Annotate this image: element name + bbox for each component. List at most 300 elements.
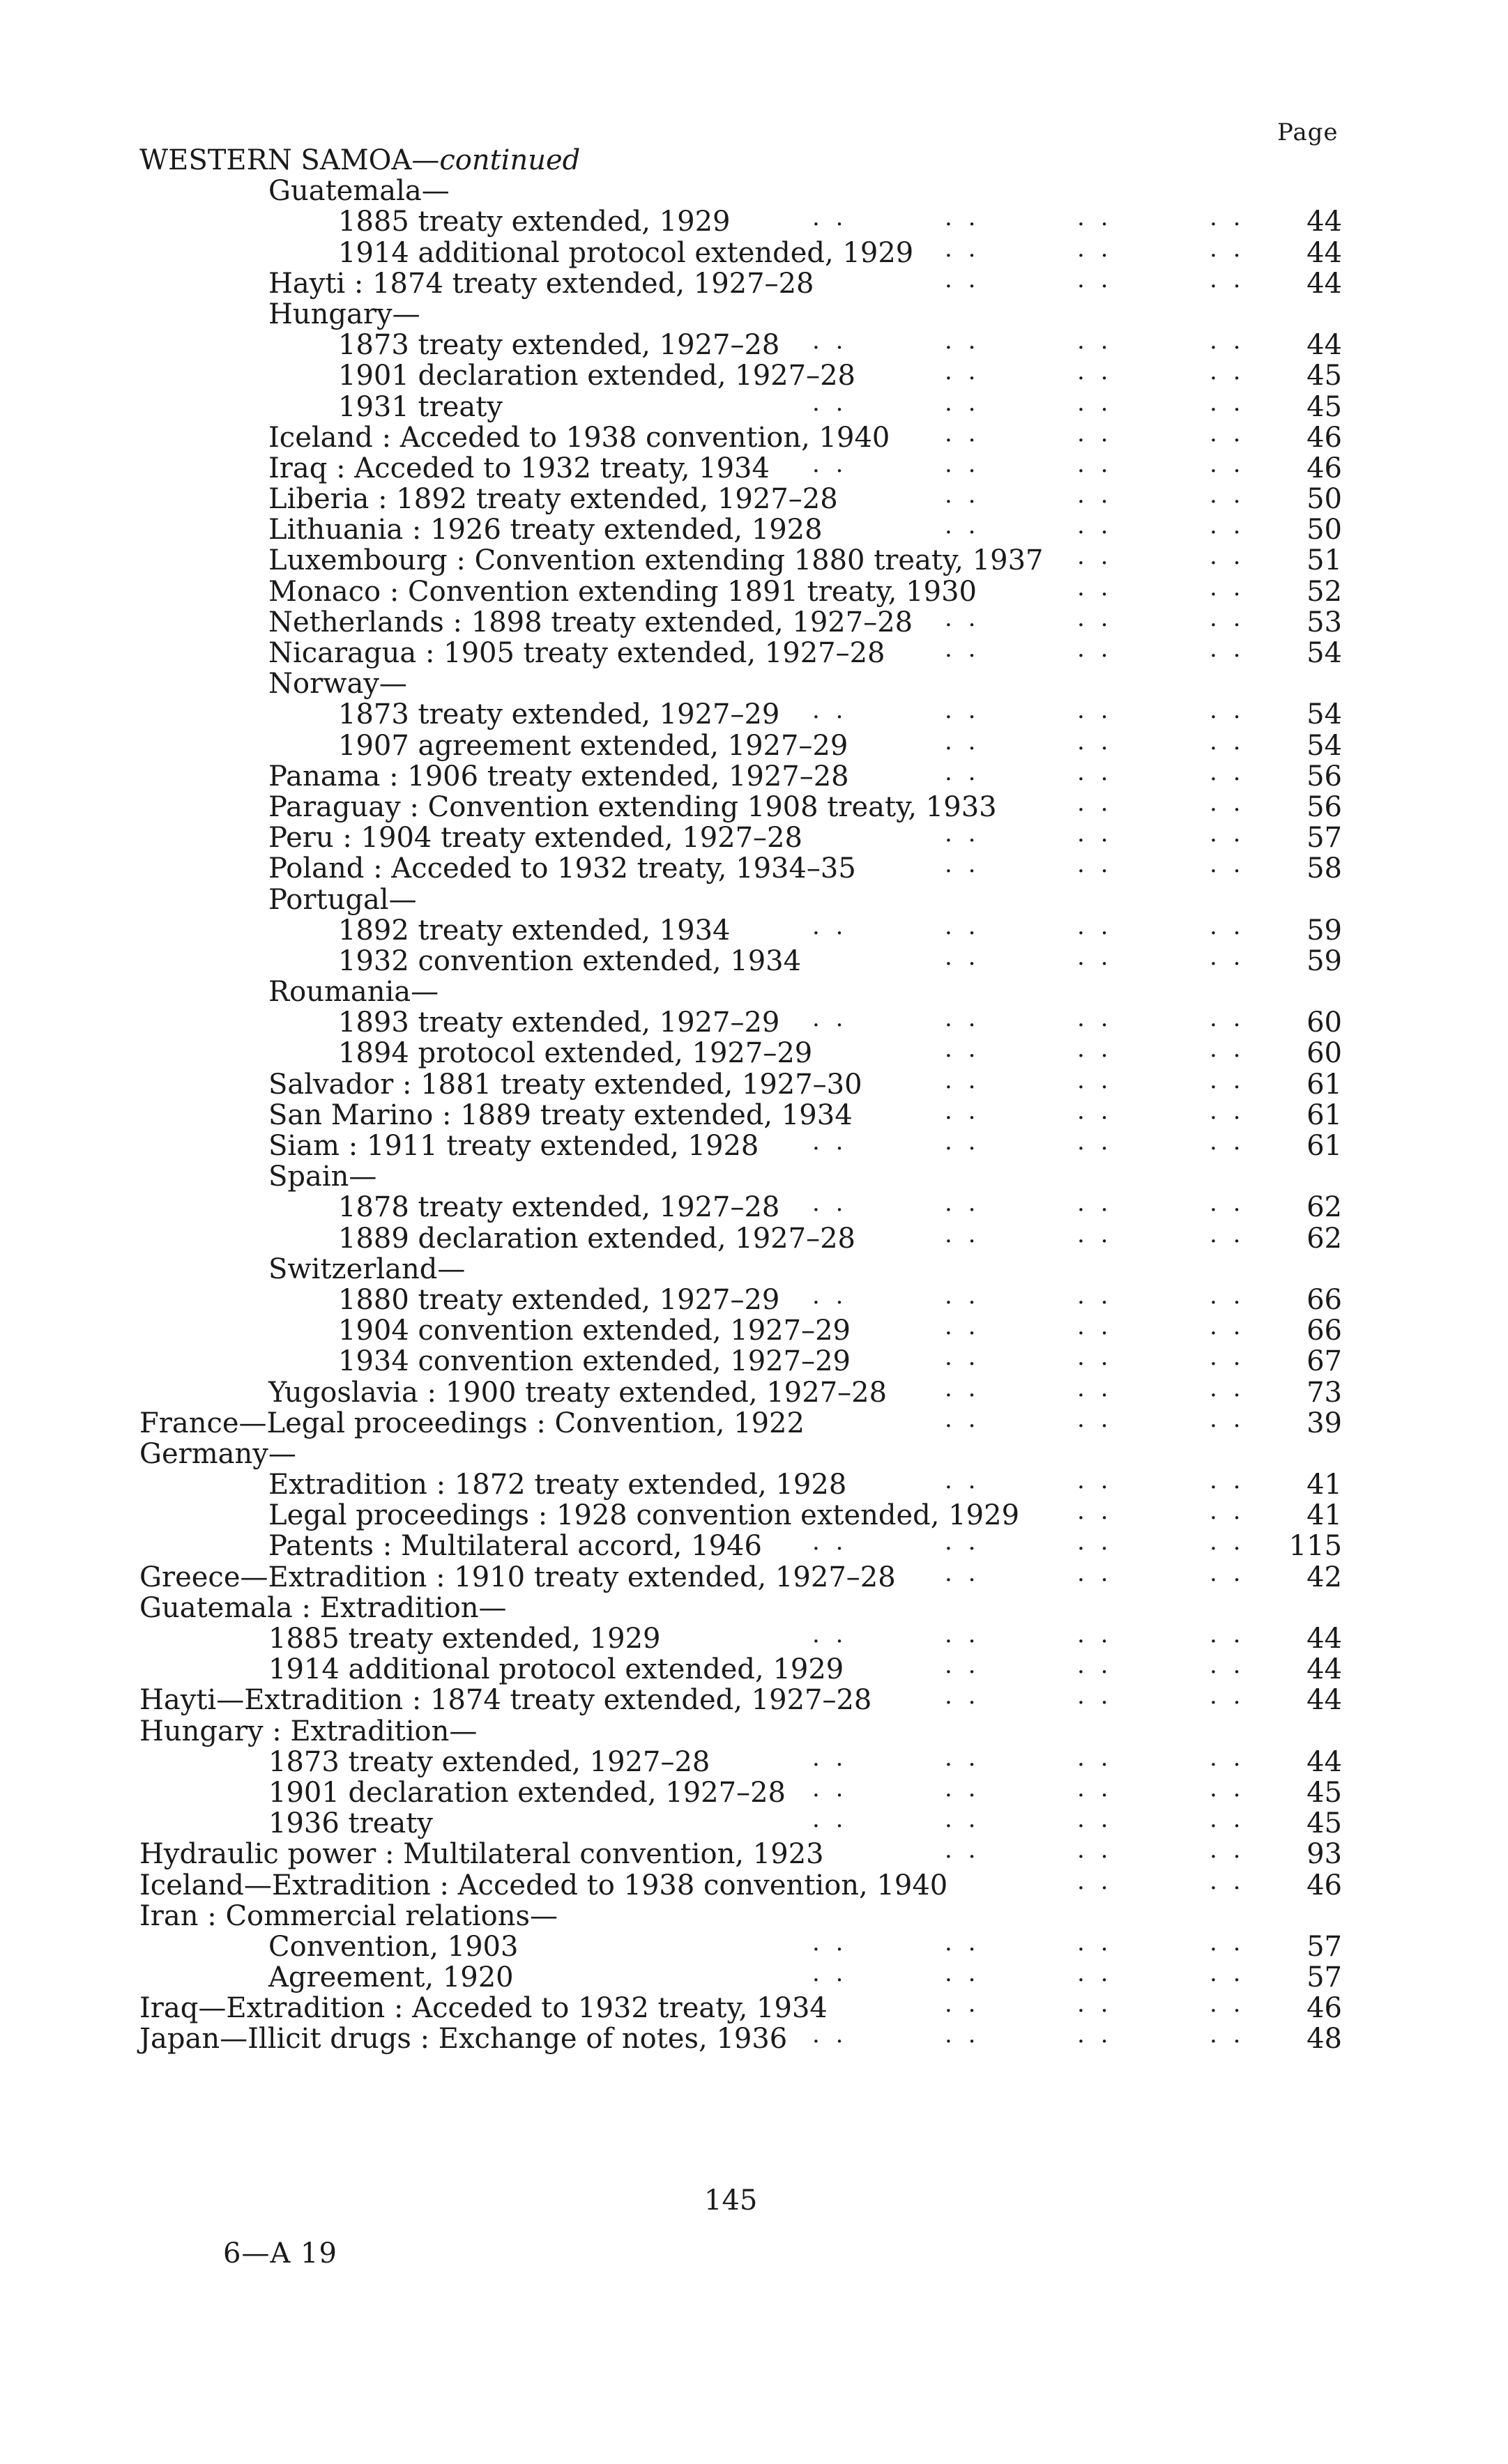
leader-dots: . . [945, 1959, 980, 1988]
entry-heading: Monaco : Convention extending 1891 treaty, 1930 [268, 575, 977, 608]
leader-dots: . . [1210, 696, 1245, 725]
entry-heading: Switzerland— [268, 1253, 466, 1285]
leader-dots: . . [1210, 1836, 1245, 1865]
entry-text [338, 699, 779, 730]
index-entry [0, 573, 1508, 608]
entry-heading: Hungary— [268, 298, 420, 330]
leader-dots: . . [812, 327, 848, 355]
leader-dots: . . [945, 1004, 980, 1033]
leader-dots: . . [1077, 1836, 1113, 1865]
leader-dots: . . [1210, 1497, 1245, 1526]
entry-page-number: 45 [1307, 1776, 1342, 1809]
entry-text [268, 1931, 518, 1962]
index-entry [0, 299, 1508, 330]
entry-text [139, 1439, 296, 1469]
leader-dots: . . [1210, 1343, 1245, 1372]
leader-dots: . . [1077, 1128, 1113, 1156]
leader-dots: . . [812, 1281, 848, 1310]
entry-page-number: 44 [1307, 206, 1342, 238]
index-entry [0, 1035, 1508, 1070]
leader-dots: . . [1077, 512, 1113, 540]
leader-dots: . . [1210, 1405, 1245, 1433]
leader-dots: . . [945, 850, 980, 879]
leader-dots: . . [945, 1281, 980, 1310]
leader-dots: . . [1210, 234, 1245, 263]
leader-dots: . . [945, 1805, 980, 1834]
leader-dots: . . [1077, 327, 1113, 355]
leader-dots: . . [1210, 1374, 1245, 1402]
index-entry [0, 1439, 1508, 1469]
entry-heading: 1892 treaty extended, 1934 [338, 914, 731, 947]
leader-dots: . . [812, 1189, 848, 1218]
leader-dots: . . [1077, 1959, 1113, 1988]
index-entry [0, 1805, 1508, 1840]
entry-heading: Portugal— [268, 883, 417, 916]
leader-dots: . . [945, 1743, 980, 1772]
entry-heading: 1901 declaration extended, 1927–28 [338, 360, 855, 392]
entry-page-number: 59 [1307, 914, 1342, 947]
leader-dots: . . [945, 1528, 980, 1556]
index-entry [0, 1096, 1508, 1131]
entry-page-number: 51 [1307, 544, 1342, 577]
leader-dots: . . [1077, 1528, 1113, 1556]
entry-text [139, 1993, 828, 2023]
leader-dots: . . [1210, 1096, 1245, 1125]
entry-text [338, 1315, 851, 1346]
entry-heading: Roumania— [268, 976, 439, 1009]
leader-dots: . . [945, 327, 980, 355]
entry-text [268, 638, 885, 668]
entry-heading: Greece—Extradition : 1910 treaty extended, 1927–28 [139, 1561, 896, 1593]
entry-text [338, 392, 503, 422]
leader-dots: . . [1210, 2021, 1245, 2049]
entry-page-number: 44 [1307, 1684, 1342, 1717]
entry-heading: Spain— [268, 1161, 377, 1193]
entry-page-number: 50 [1307, 483, 1342, 516]
index-entry [0, 1528, 1508, 1563]
entry-page-number: 45 [1307, 360, 1342, 392]
leader-dots: . . [1210, 758, 1245, 786]
leader-dots: . . [1077, 234, 1113, 263]
leader-dots: . . [1077, 1096, 1113, 1125]
leader-dots: . . [1210, 419, 1245, 447]
entry-heading: 1901 declaration extended, 1927–28 [268, 1776, 786, 1809]
entry-text [268, 453, 770, 484]
leader-dots: . . [1077, 727, 1113, 756]
index-entry [0, 1469, 1508, 1500]
index-entry [0, 388, 1508, 423]
index-entry [0, 1623, 1508, 1654]
entry-text [268, 576, 977, 607]
leader-dots: . . [1077, 1313, 1113, 1341]
leader-dots: . . [1210, 850, 1245, 879]
leader-dots: . . [1210, 542, 1245, 571]
entry-text [139, 1870, 947, 1901]
entry-page-number: 57 [1307, 1961, 1342, 1994]
entry-page-number: 46 [1307, 1869, 1342, 1901]
leader-dots: . . [1210, 1774, 1245, 1803]
leader-dots: . . [945, 1621, 980, 1648]
leader-dots: . . [1077, 696, 1113, 725]
index-entry [0, 1901, 1508, 1931]
entry-text [268, 1377, 887, 1408]
entry-continued-note: continued [439, 144, 581, 176]
entry-page-number: 44 [1307, 1653, 1342, 1686]
index-entry [0, 1281, 1508, 1316]
entry-page-number: 66 [1307, 1283, 1342, 1316]
entry-heading: Salvador : 1881 treaty extended, 1927–30 [268, 1068, 862, 1101]
leader-dots: . . [1210, 388, 1245, 417]
entry-heading: Japan—Illicit drugs : Exchange of notes, 1936 [139, 2023, 788, 2056]
leader-dots: . . [1210, 327, 1245, 355]
entry-page-number: 57 [1307, 822, 1342, 855]
index-entry [0, 1374, 1508, 1409]
leader-dots: . . [1077, 758, 1113, 786]
entry-text [338, 206, 730, 237]
leader-dots: . . [1077, 265, 1113, 293]
entry-heading: 1914 additional protocol extended, 1929 [338, 236, 914, 269]
entry-page-number: 44 [1307, 236, 1342, 269]
entry-text [338, 1038, 812, 1069]
entry-heading: Hayti : 1874 treaty extended, 1927–28 [268, 267, 814, 300]
index-entry [0, 481, 1508, 516]
leader-dots: . . [812, 1928, 848, 1957]
leader-dots: . . [1077, 1928, 1113, 1957]
entry-text [338, 1192, 779, 1223]
entry-text [139, 1839, 824, 1869]
leader-dots: . . [1077, 1559, 1113, 1587]
entry-text [268, 761, 849, 792]
leader-dots: . . [1077, 1651, 1113, 1680]
leader-dots: . . [812, 1528, 848, 1556]
index-entry [0, 450, 1508, 484]
index-entry [0, 145, 1508, 176]
leader-dots: . . [945, 758, 980, 786]
leader-dots: . . [945, 1467, 980, 1495]
leader-dots: . . [1210, 942, 1245, 971]
entry-page-number: 56 [1307, 760, 1342, 793]
entry-page-number: 50 [1307, 514, 1342, 546]
leader-dots: . . [1077, 788, 1113, 817]
entry-text [268, 1161, 376, 1192]
leader-dots: . . [945, 388, 980, 417]
leader-dots: . . [1210, 204, 1245, 232]
leader-dots: . . [1210, 450, 1245, 478]
entry-text [338, 946, 801, 977]
leader-dots: . . [1077, 1774, 1113, 1803]
entry-text [268, 1500, 1019, 1531]
leader-dots: . . [1077, 1374, 1113, 1402]
entry-heading: 1894 protocol extended, 1927–29 [338, 1037, 813, 1070]
leader-dots: . . [945, 1374, 980, 1402]
entry-page-number: 93 [1307, 1838, 1342, 1871]
leader-dots: . . [945, 1189, 980, 1218]
entry-heading: 1873 treaty extended, 1927–28 [268, 1745, 710, 1778]
leader-dots: . . [1210, 1128, 1245, 1156]
entry-page-number: 46 [1307, 1992, 1342, 2025]
leader-dots: . . [945, 1128, 980, 1156]
leader-dots: . . [945, 2021, 980, 2049]
leader-dots: . . [812, 1004, 848, 1033]
index-entry [0, 1161, 1508, 1192]
index-entry [0, 1189, 1508, 1224]
entry-page-number: 44 [1307, 329, 1342, 362]
entry-text [268, 607, 913, 638]
entry-heading: Netherlands : 1898 treaty extended, 1927–28 [268, 606, 913, 638]
entry-text [268, 1131, 759, 1161]
entry-text [139, 1593, 507, 1623]
leader-dots: . . [1210, 265, 1245, 293]
entry-page-number: 57 [1307, 1930, 1342, 1963]
entry-page-number: 54 [1307, 698, 1342, 731]
entry-text [268, 299, 420, 330]
leader-dots: . . [1210, 912, 1245, 940]
index-entry [0, 1774, 1508, 1809]
index-entry [0, 265, 1508, 300]
entry-text [268, 514, 823, 545]
entry-page-number: 44 [1307, 267, 1342, 300]
entry-text [338, 1223, 855, 1254]
entry-heading: Panama : 1906 treaty extended, 1927–28 [268, 760, 849, 793]
leader-dots: . . [1210, 1651, 1245, 1680]
leader-dots: . . [945, 1096, 980, 1125]
leader-dots: . . [1210, 1867, 1245, 1895]
leader-dots: . . [1077, 1621, 1113, 1648]
leader-dots: . . [812, 450, 848, 478]
leader-dots: . . [1077, 204, 1113, 232]
entry-text [268, 422, 890, 453]
leader-dots: . . [1210, 1066, 1245, 1094]
index-entry [0, 850, 1508, 885]
entry-heading: Lithuania : 1926 treaty extended, 1928 [268, 514, 823, 546]
entry-heading: 1907 agreement extended, 1927–29 [338, 729, 848, 762]
leader-dots: . . [1077, 573, 1113, 602]
leader-dots: . . [1210, 1743, 1245, 1772]
entry-heading: Iraq—Extradition : Acceded to 1932 treaty, 1934 [139, 1992, 828, 2025]
entry-text [338, 360, 855, 391]
leader-dots: . . [945, 942, 980, 971]
leader-dots: . . [945, 358, 980, 386]
entry-text [338, 238, 913, 268]
leader-dots: . . [1210, 604, 1245, 632]
leader-dots: . . [945, 1066, 980, 1094]
entry-heading: 1934 convention extended, 1927–29 [338, 1345, 851, 1378]
entry-text [268, 176, 450, 206]
entry-text [338, 330, 779, 360]
index-entry [0, 1716, 1508, 1747]
entry-heading: Guatemala : Extradition— [139, 1591, 507, 1624]
leader-dots: . . [1077, 388, 1113, 417]
entry-heading: Patents : Multilateral accord, 1946 [268, 1530, 762, 1563]
entry-text [268, 545, 1044, 576]
index-entry [0, 1128, 1508, 1162]
leader-dots: . . [1210, 573, 1245, 602]
leader-dots: . . [945, 1035, 980, 1064]
entry-heading: 1932 convention extended, 1934 [338, 944, 802, 977]
leader-dots: . . [1210, 1035, 1245, 1064]
index-entry [0, 1220, 1508, 1255]
leader-dots: . . [1077, 820, 1113, 848]
entry-heading: 1873 treaty extended, 1927–29 [338, 698, 780, 731]
entry-page-number: 53 [1307, 606, 1342, 638]
leader-dots: . . [945, 1313, 980, 1341]
entry-page-number: 67 [1307, 1345, 1342, 1378]
entry-page-number: 54 [1307, 637, 1342, 669]
leader-dots: . . [1077, 1497, 1113, 1526]
entry-page-number: 39 [1307, 1407, 1342, 1439]
entry-heading: San Marino : 1889 treaty extended, 1934 [268, 1099, 853, 1131]
leader-dots: . . [1077, 604, 1113, 632]
entry-text [268, 977, 439, 1007]
leader-dots: . . [945, 481, 980, 510]
entry-heading: 1889 declaration extended, 1927–28 [338, 1222, 855, 1255]
leader-dots: . . [945, 204, 980, 232]
leader-dots: . . [945, 1774, 980, 1803]
index-entry [0, 885, 1508, 915]
entry-page-number: 66 [1307, 1315, 1342, 1347]
leader-dots: . . [945, 1836, 980, 1865]
entry-text [268, 792, 997, 822]
entry-page-number: 48 [1307, 2023, 1342, 2056]
index-entry [0, 604, 1508, 638]
index-entry [0, 822, 1508, 853]
leader-dots: . . [1210, 512, 1245, 540]
leader-dots: . . [1077, 1805, 1113, 1834]
leader-dots: . . [1210, 1189, 1245, 1218]
index-entry [0, 2023, 1508, 2054]
entry-page-number: 60 [1307, 1037, 1342, 1070]
entry-page-number: 54 [1307, 729, 1342, 762]
entry-text [268, 1531, 762, 1561]
leader-dots: . . [945, 1559, 980, 1587]
entry-text [338, 915, 730, 946]
leader-dots: . . [1210, 1928, 1245, 1957]
entry-text [338, 1346, 851, 1377]
index-entry [0, 668, 1508, 699]
entry-text [139, 1562, 896, 1593]
entry-heading: Peru : 1904 treaty extended, 1927–28 [268, 822, 802, 855]
leader-dots: . . [1210, 1220, 1245, 1248]
entry-page-number: 61 [1307, 1068, 1342, 1101]
index-entry [0, 942, 1508, 977]
entry-page-number: 62 [1307, 1191, 1342, 1224]
index-entry [0, 327, 1508, 362]
entry-text [268, 1808, 433, 1839]
entry-text [268, 822, 802, 853]
entry-text [268, 1069, 862, 1100]
index-entry [0, 1593, 1508, 1623]
index-entry [0, 1315, 1508, 1346]
leader-dots: . . [945, 1990, 980, 2019]
leader-dots: . . [812, 1621, 848, 1648]
entry-heading: Iran : Commercial relations— [139, 1899, 558, 1932]
index-entry [0, 1559, 1508, 1593]
leader-dots: . . [1077, 358, 1113, 386]
entry-heading: 1873 treaty extended, 1927–28 [338, 329, 780, 362]
entry-text [268, 484, 838, 514]
leader-dots: . . [1210, 1528, 1245, 1556]
index-entry [0, 977, 1508, 1007]
entry-text [338, 1285, 779, 1315]
leader-dots: . . [945, 265, 980, 293]
index-entry [0, 788, 1508, 823]
leader-dots: . . [1077, 1743, 1113, 1772]
entry-heading: WESTERN SAMOA— [139, 144, 440, 176]
entry-page-number: 73 [1307, 1376, 1342, 1409]
index-entry [0, 1405, 1508, 1439]
index-entry [0, 514, 1508, 545]
entry-page-number: 61 [1307, 1130, 1342, 1162]
leader-dots: . . [945, 635, 980, 663]
leader-dots: . . [1077, 1405, 1113, 1433]
leader-dots: . . [1077, 1867, 1113, 1895]
entry-page-number: 56 [1307, 790, 1342, 823]
entry-text [268, 1747, 710, 1777]
entry-heading: 1914 additional protocol extended, 1929 [268, 1653, 844, 1686]
entry-heading: Liberia : 1892 treaty extended, 1927–28 [268, 483, 838, 516]
leader-dots: . . [812, 1774, 848, 1803]
entry-text [268, 1254, 465, 1285]
leader-dots: . . [1210, 1004, 1245, 1033]
entry-heading: Siam : 1911 treaty extended, 1928 [268, 1130, 759, 1162]
entry-text [139, 1716, 477, 1747]
index-entry [0, 727, 1508, 762]
entry-text [268, 668, 407, 699]
entry-text [268, 1654, 844, 1685]
leader-dots: . . [1210, 635, 1245, 663]
leader-dots: . . [945, 234, 980, 263]
index-entry [0, 758, 1508, 793]
leader-dots: . . [1077, 1990, 1113, 2019]
leader-dots: . . [1210, 358, 1245, 386]
index-entry [0, 360, 1508, 391]
index-entry [0, 1743, 1508, 1778]
leader-dots: . . [1210, 727, 1245, 756]
entry-text [268, 268, 814, 299]
leader-dots: . . [812, 388, 848, 417]
entry-page-number: 61 [1307, 1099, 1342, 1131]
index-entry [0, 1066, 1508, 1101]
entry-heading: 1880 treaty extended, 1927–29 [338, 1283, 780, 1316]
entry-text [268, 1469, 846, 1500]
index-entry [0, 696, 1508, 731]
leader-dots: . . [945, 419, 980, 447]
index-entry [0, 234, 1508, 269]
entry-page-number: 58 [1307, 852, 1342, 885]
leader-dots: . . [1210, 1805, 1245, 1834]
leader-dots: . . [1210, 1313, 1245, 1341]
entry-text [338, 730, 848, 761]
entry-heading: Nicaragua : 1905 treaty extended, 1927–28 [268, 637, 885, 669]
leader-dots: . . [1210, 1990, 1245, 2019]
entry-heading: Iceland : Acceded to 1938 convention, 1940 [268, 421, 890, 454]
entry-heading: Poland : Acceded to 1932 treaty, 1934–35 [268, 852, 856, 885]
leader-dots: . . [1077, 1682, 1113, 1711]
entry-heading: 1878 treaty extended, 1927–28 [338, 1191, 780, 1224]
entry-text [139, 1901, 558, 1931]
leader-dots: . . [945, 912, 980, 940]
entry-page-number: 115 [1288, 1530, 1342, 1563]
index-entry [0, 1343, 1508, 1378]
index-entry [0, 1867, 1508, 1901]
entry-heading: Hayti—Extradition : 1874 treaty extended, 1927–28 [139, 1684, 872, 1717]
index-entry [0, 1651, 1508, 1686]
entry-heading: Guatemala— [268, 175, 450, 208]
leader-dots: . . [1077, 450, 1113, 478]
leader-dots: . . [812, 1805, 848, 1834]
leader-dots: . . [945, 1405, 980, 1433]
entry-page-number: 46 [1307, 452, 1342, 484]
